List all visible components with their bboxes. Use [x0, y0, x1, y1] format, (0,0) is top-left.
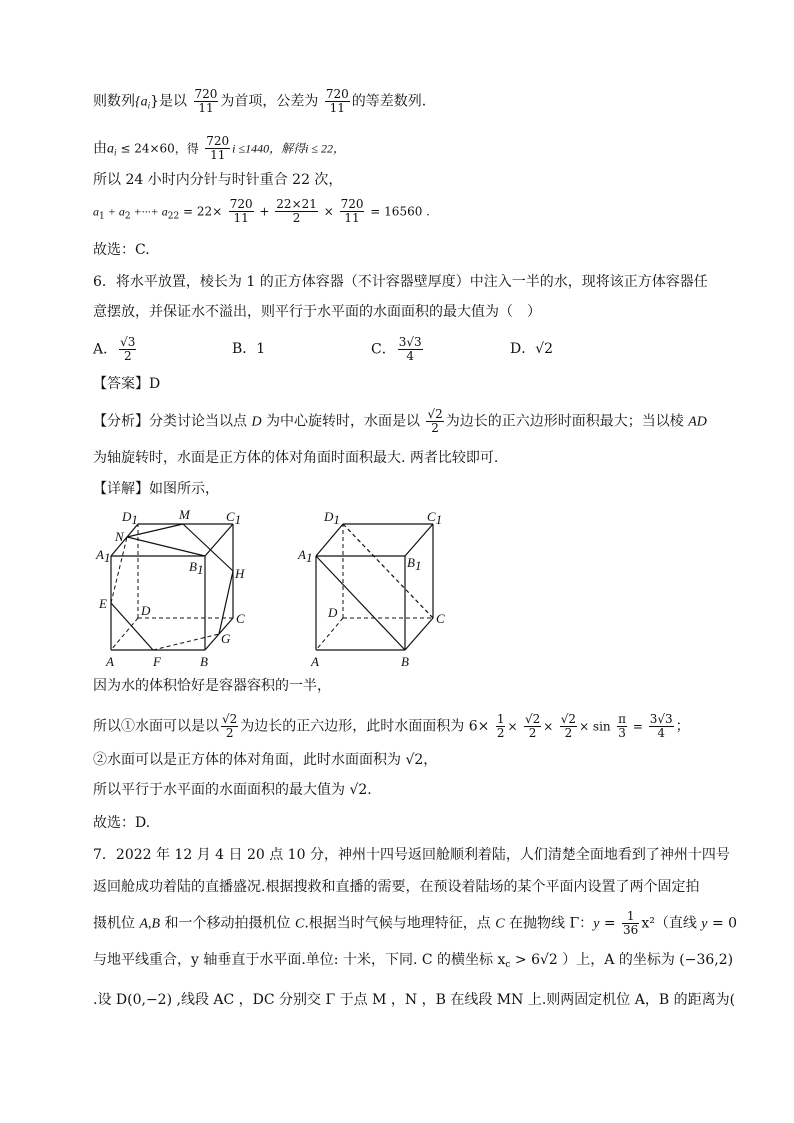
question-6-line1: 6．将水平放置，棱长为 1 的正方体容器（不计容器壁厚度）中注入一半的水，现将该正方体容器任 — [93, 274, 708, 290]
answer-choice-c: 故选：C. — [93, 242, 150, 258]
label-G: G — [221, 631, 231, 646]
question-7-line1: 7．2022 年 12 月 4 日 20 点 10 分，神州十四号返回舱顺利着陆，人们清楚全面地看到了神州十四号 — [93, 847, 730, 863]
question-7-line4: 与地平线重合，y 轴垂直于水平面.单位: 十米，下同. C 的横坐标 $x_c > 6√2$ ）上，A 的坐标为 (−36,2) — [93, 952, 734, 970]
cube-diagonal-plane-figure — [295, 505, 455, 670]
label-A: A — [106, 654, 114, 669]
label-D: D — [141, 603, 151, 618]
analysis-line1: 【分析】分类讨论当以点 D 为中心旋转时，水面是以 $\frac{√2}{2}$ 为边长的正六边形时面积最大；当以棱 AD — [93, 407, 707, 435]
fraction: $\frac{720}{11}$ — [229, 197, 253, 225]
question-6-line2: 意摆放，并保证水不溢出，则平行于水平面的水面面积的最大值为（ ） — [93, 304, 541, 320]
label-C1: C1 — [226, 509, 242, 527]
option-c: C． $\frac{3√3}{4}$ — [371, 335, 422, 363]
label-D: D — [328, 605, 338, 620]
label-F: F — [153, 654, 161, 669]
label-B: B — [200, 654, 208, 669]
solution-line4: 所以平行于水平面的水面面积的最大值为 √2. — [93, 782, 372, 798]
fraction: $\frac{720}{11}$ — [206, 134, 230, 162]
option-b: B．1 — [232, 341, 266, 357]
answer-line: 【答案】D — [93, 376, 161, 392]
label-C: C — [436, 611, 445, 626]
label-B1: B1 — [189, 559, 204, 577]
label-C: C — [236, 611, 245, 626]
label-H: H — [235, 566, 245, 581]
label-B1: B1 — [407, 555, 422, 573]
solution-line3: ②水面可以是正方体的体对角面，此时水面面积为 √2， — [93, 752, 438, 768]
fraction: $\frac{720}{11}$ — [340, 197, 364, 225]
detail-line: 【详解】如图所示， — [93, 481, 219, 497]
question-7-line3: 摄机位 A,B 和一个移动拍摄机位 C.根据当时气候与地理特征，点 C 在抛物线 Γ：y = $\frac{1}{36}$ x²（直线 y = 0 — [93, 909, 738, 937]
label-B: B — [401, 654, 409, 669]
answer-choice-d: 故选：D. — [93, 815, 151, 831]
question-7-line5: .设 D(0,−2) ,线段 AC ，DC 分别交 Γ 于点 M ，N ，B 在线段 MN 上.则两固定机位 A，B 的距离为( — [93, 992, 736, 1008]
label-A: A — [311, 654, 319, 669]
solution-line1: 因为水的体积恰好是容器容积的一半， — [93, 678, 331, 694]
line-sum: $a_1 + a_2$ +···+ $a_{22} = 22\times$ $\frac{720}{11}$ + $\frac{22\times 21}{2}$ × $\frac{720}{11}$ = 16560 . — [93, 197, 430, 225]
question-7-line2: 返回舱成功着陆的直播盛况.根据搜救和直播的需要，在预设着陆场的某个平面内设置了两个固定拍 — [93, 879, 700, 895]
line-count: 所以 24 小时内分针与时针重合 22 次， — [93, 172, 343, 188]
label-M: M — [179, 507, 190, 522]
label-C1: C1 — [427, 509, 443, 527]
fraction: $\frac{720}{11}$ — [325, 87, 349, 115]
option-d: D．√2 — [510, 341, 554, 357]
analysis-line2: 为轴旋转时，水面是正方体的体对角面时面积最大. 两者比较即可. — [93, 450, 499, 466]
label-A1: A1 — [298, 547, 313, 565]
fraction: $\frac{22\times 21}{2}$ — [276, 197, 317, 225]
line-sequence-def: 则数列$\{a_i\}$是以 $\frac{720}{11}$ 为首项，公差为 $\frac{720}{11}$ 的等差数列. — [93, 87, 427, 115]
analysis-tag: 【分析】 — [93, 413, 149, 430]
label-N: N — [115, 529, 124, 544]
cube-hexagon-figure — [95, 505, 255, 670]
label-D1: D1 — [324, 509, 340, 527]
solution-line2: 所以①水面可以是以 $\frac{√2}{2}$ 为边长的正六边形，此时水面面积为 6× $\frac{1}{2}$ × $\frac{√2}{2}$ × $\frac{√2}{2}$ × sin $\frac{\pi}{3}$ = $\frac{3√3}{4}$ ； — [93, 712, 690, 740]
option-a: A． $\frac{√3}{2}$ — [93, 335, 136, 363]
line-inequality: 由$a_i \le 24\times 60$，得 $\frac{720}{11}$ i ≤1440，解得i ≤ 22， — [93, 134, 345, 162]
label-E: E — [99, 596, 107, 611]
answer-tag: 【答案】 — [93, 376, 149, 392]
detail-tag: 【详解】 — [93, 481, 149, 497]
fraction: $\frac{720}{11}$ — [194, 87, 218, 115]
label-D1: D1 — [122, 509, 138, 527]
label-A1: A1 — [96, 547, 111, 565]
